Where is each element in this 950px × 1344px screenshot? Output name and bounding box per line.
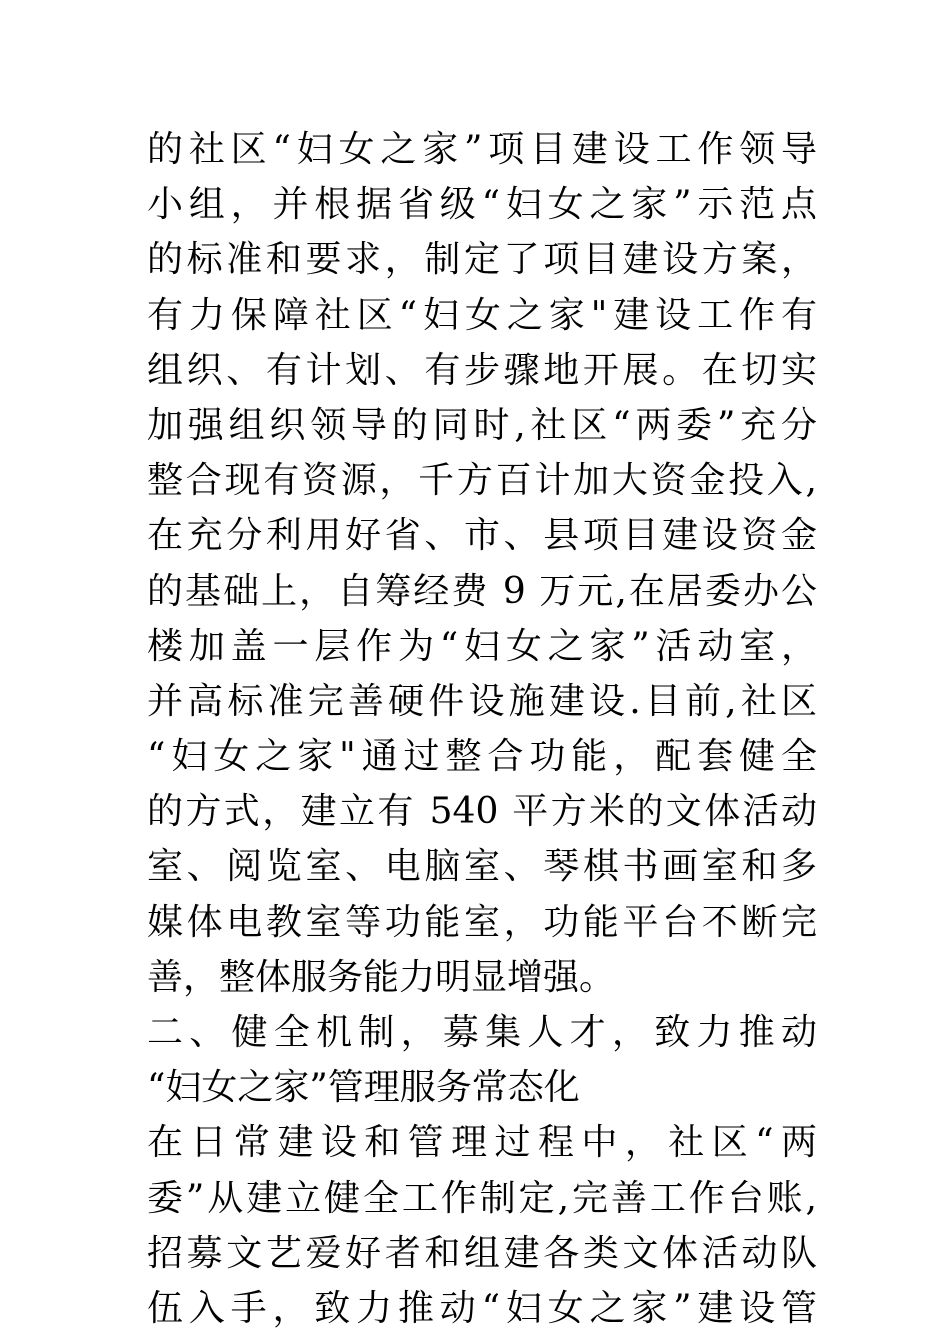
text-line: 并高标准完善硬件设施建设.目前,社区	[147, 680, 817, 722]
text-line: 在充分利用好省、市、县项目建设资金	[147, 515, 817, 557]
text-line: 组织、有计划、有步骤地开展。在切实	[147, 349, 817, 391]
body-text	[147, 122, 817, 1336]
text-line: 楼加盖一层作为“妇女之家”活动室，	[147, 625, 817, 667]
text-line: 的标准和要求，制定了项目建设方案，	[147, 239, 817, 281]
text-line: 的方式，建立有 540 平方米的文体活动	[147, 791, 817, 833]
text-line: 小组，并根据省级“妇女之家”示范点	[147, 184, 817, 226]
section-heading-line: 二、健全机制，募集人才，致力推动	[147, 1012, 817, 1053]
text-line: 伍入手，致力推动“妇女之家”建设管	[147, 1287, 817, 1329]
text-line: 招募文艺爱好者和组建各类文体活动队	[147, 1232, 817, 1274]
section-heading-line: “妇女之家”管理服务常态化	[147, 1067, 580, 1109]
text-line: 有力保障社区“妇女之家"建设工作有	[147, 294, 817, 336]
text-line: 在日常建设和管理过程中，社区“两	[147, 1122, 817, 1164]
text-line: 的社区“妇女之家”项目建设工作领导	[147, 129, 817, 170]
text-line: 媒体电教室等功能室，功能平台不断完	[147, 901, 817, 943]
text-line: 加强组织领导的同时,社区“两委”充分	[147, 404, 817, 446]
text-line: 的基础上，自筹经费 9 万元,在居委办公	[147, 570, 817, 612]
text-line: 整合现有资源，千方百计加大资金投入,	[147, 460, 817, 502]
text-line: “妇女之家"通过整合功能，配套健全	[147, 736, 817, 778]
text-line: 善，整体服务能力明显增强。	[147, 956, 616, 998]
text-line: 委”从建立健全工作制定,完善工作台账,	[147, 1177, 817, 1219]
text-line: 室、阅览室、电脑室、琴棋书画室和多	[147, 846, 817, 888]
